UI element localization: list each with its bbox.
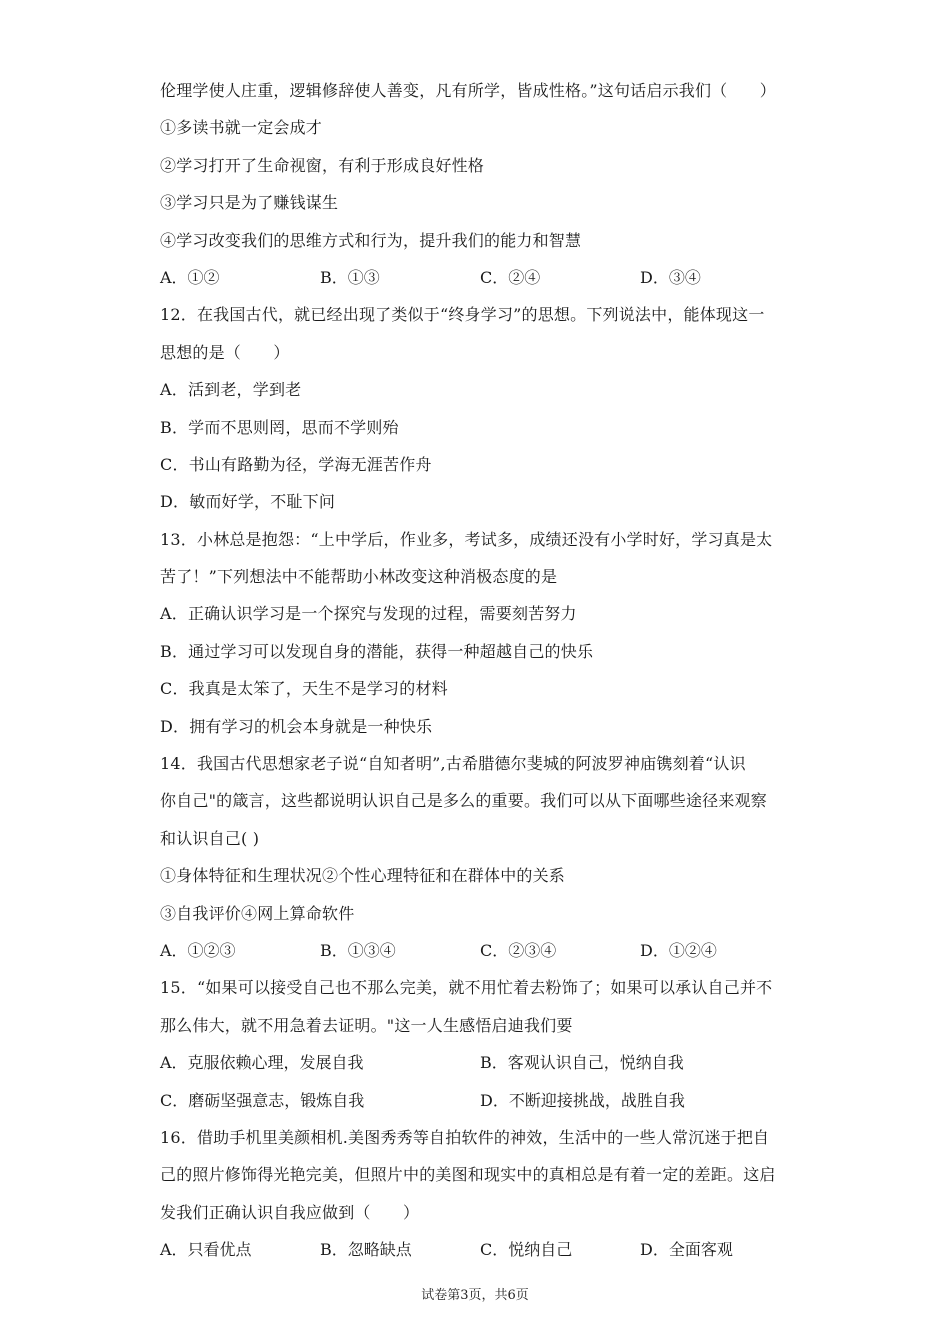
q14-option-d[interactable]: D．①②④ [640, 940, 717, 960]
q13-option-b[interactable]: B．通过学习可以发现自身的潜能，获得一种超越自己的快乐 [160, 641, 594, 661]
q15-option-d[interactable]: D．不断迎接挑战，战胜自我 [480, 1090, 685, 1110]
q15-option-a[interactable]: A．克服依赖心理，发展自我 [160, 1053, 364, 1073]
q14-stem-line-1: 14．我国古代思想家老子说“自知者明”,古希腊德尔斐城的阿波罗神庙镌刻着“认识 [160, 754, 746, 774]
q11-item-1: ①多读书就一定会成才 [160, 118, 323, 138]
q13-stem-line-2: 苦了！”下列想法中不能帮助小林改变这种消极态度的是 [160, 567, 558, 587]
q12-stem-line-1: 12．在我国古代，就已经出现了类似于“终身学习”的思想。下列说法中，能体现这一 [160, 305, 765, 325]
q11-options [160, 265, 800, 302]
q15-option-c[interactable]: C．磨砺坚强意志，锻炼自我 [160, 1090, 365, 1110]
q16-option-b[interactable]: B．忽略缺点 [320, 1240, 412, 1260]
q13-option-c[interactable]: C．我真是太笨了，天生不是学习的材料 [160, 679, 448, 699]
q16-stem-line-3: 发我们正确认识自我应做到（ ） [160, 1202, 420, 1222]
q13-stem-line-1: 13．小林总是抱怨：“上中学后，作业多，考试多，成绩还没有小学时好，学习真是太 [160, 529, 773, 549]
q15-stem-line-2: 那么伟大，就不用急着去证明。"这一人生感悟启迪我们要 [160, 1015, 573, 1035]
page-footer: 试卷第3页，共6页 [421, 1288, 529, 1303]
q11-stem-tail: 伦理学使人庄重，逻辑修辞使人善变，凡有所学，皆成性格。”这句话启示我们（ ） [160, 81, 776, 100]
q14-item-2: ③自我评价④网上算命软件 [160, 903, 355, 923]
q14-stem-line-3: 和认识自己( ) [160, 828, 260, 848]
q15-options-row-1 [160, 1050, 800, 1087]
q16-stem-line-2: 己的照片修饰得光艳完美，但照片中的美图和现实中的真相总是有着一定的差距。这启 [160, 1165, 776, 1185]
q16-options [160, 1237, 800, 1274]
q11-item-3: ③学习只是为了赚钱谋生 [160, 193, 339, 213]
q14-stem-line-2: 你自己"的箴言，这些都说明认识自己是多么的重要。我们可以从下面哪些途径来观察 [160, 791, 767, 811]
q16-stem-line-1: 16．借助手机里美颜相机.美图秀秀等自拍软件的神效，生活中的一些人常沉迷于把自 [160, 1127, 770, 1147]
q15-option-b[interactable]: B．客观认识自己，悦纳自我 [480, 1053, 684, 1073]
q11-item-4: ④学习改变我们的思维方式和行为，提升我们的能力和智慧 [160, 230, 582, 250]
q16-option-c[interactable]: C．悦纳自己 [480, 1240, 573, 1260]
q14-option-c[interactable]: C．②③④ [480, 940, 557, 960]
q11-option-d[interactable]: D．③④ [640, 267, 701, 287]
q15-options-row-2 [160, 1088, 800, 1125]
q14-option-b[interactable]: B．①③④ [320, 940, 396, 960]
q14-option-a[interactable]: A．①②③ [160, 940, 236, 960]
q12-stem-line-2: 思想的是（ ） [160, 342, 290, 362]
q12-option-d[interactable]: D．敏而好学，不耻下问 [160, 492, 336, 512]
q11-option-a[interactable]: A．①② [160, 267, 220, 287]
q12-option-a[interactable]: A．活到老，学到老 [160, 380, 302, 400]
q15-stem-line-1: 15．“如果可以接受自己也不那么完美，就不用忙着去粉饰了；如果可以承认自己并不 [160, 978, 773, 998]
q12-option-c[interactable]: C．书山有路勤为径，学海无涯苦作舟 [160, 454, 432, 474]
q11-option-b[interactable]: B．①③ [320, 267, 380, 287]
q16-option-d[interactable]: D．全面客观 [640, 1240, 733, 1260]
q16-option-a[interactable]: A．只看优点 [160, 1240, 252, 1260]
q11-option-c[interactable]: C．②④ [480, 267, 541, 287]
page-content [160, 78, 800, 1275]
q11-item-2: ②学习打开了生命视窗，有利于形成良好性格 [160, 155, 485, 175]
q13-option-a[interactable]: A．正确认识学习是一个探究与发现的过程，需要刻苦努力 [160, 604, 577, 624]
q14-options [160, 938, 800, 975]
q13-option-d[interactable]: D．拥有学习的机会本身就是一种快乐 [160, 716, 433, 736]
q12-option-b[interactable]: B．学而不思则罔，思而不学则殆 [160, 417, 399, 437]
q14-item-1: ①身体特征和生理状况②个性心理特征和在群体中的关系 [160, 866, 566, 886]
